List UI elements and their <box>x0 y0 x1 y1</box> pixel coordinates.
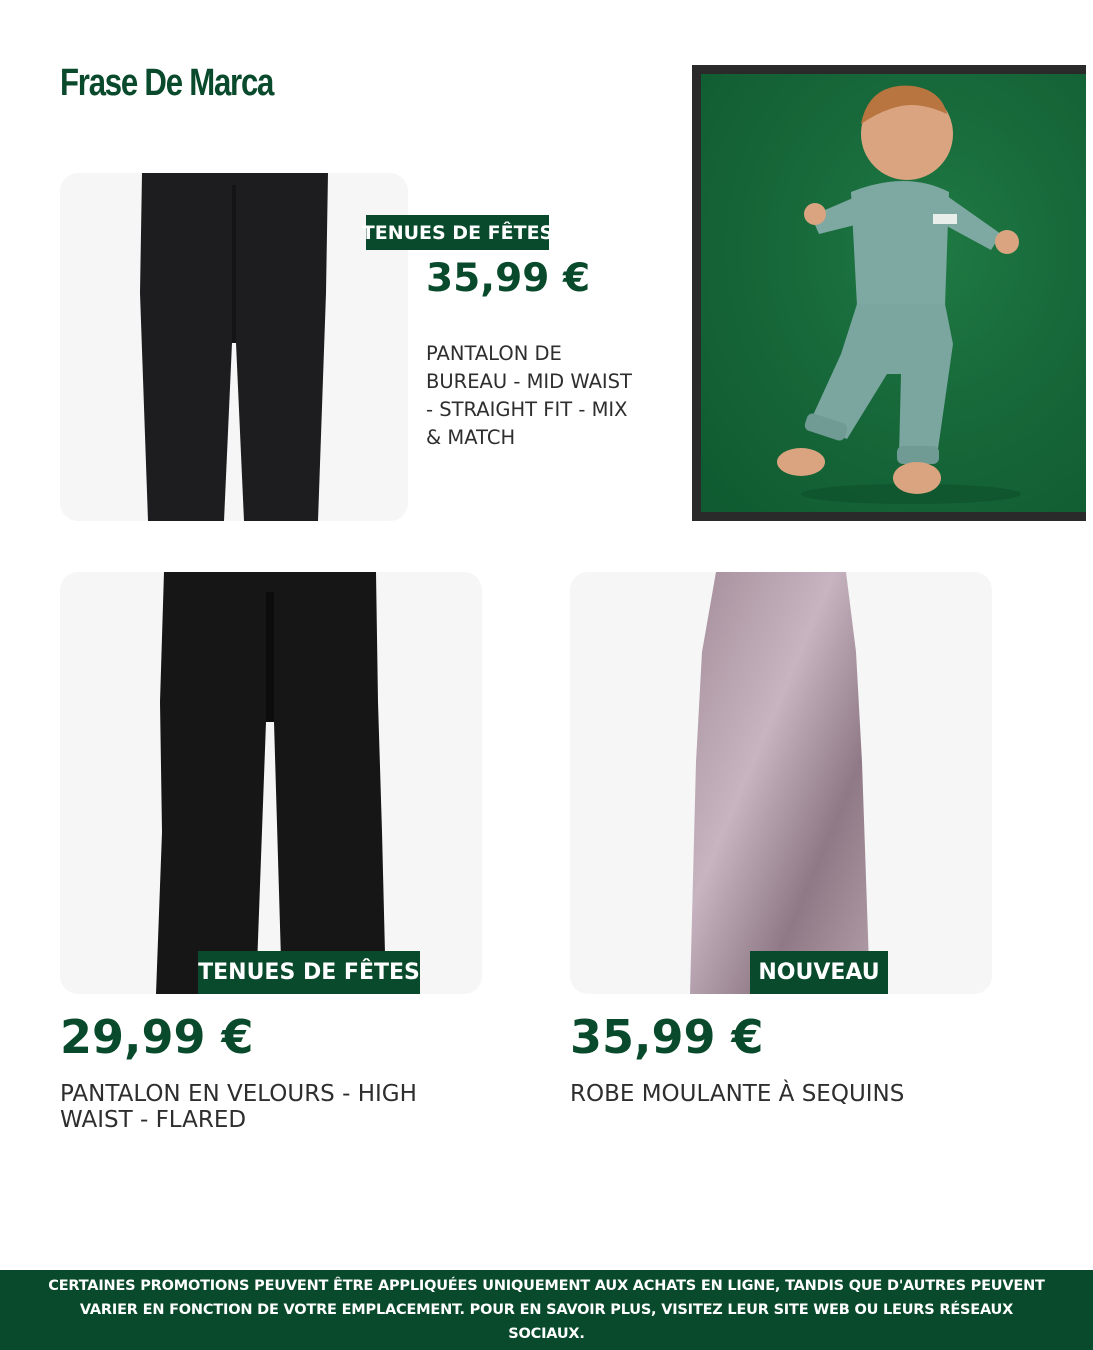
product-image-sequin-dress[interactable] <box>570 572 992 994</box>
product-badge: TENUES DE FÊTES <box>198 951 420 994</box>
product-price: 35,99 € <box>570 1010 764 1064</box>
product-title[interactable]: PANTALON DE BUREAU - MID WAIST - STRAIGHT FIT - MIX & MATCH <box>426 342 632 449</box>
trousers-image <box>60 173 408 521</box>
baby-photo <box>701 74 1086 512</box>
footer-disclaimer: CERTAINES PROMOTIONS PEUVENT ÊTRE APPLIQUÉES UNIQUEMENT AUX ACHATS EN LIGNE, TANDIS QUE D'AUTRES PEUVENT VARIER EN FONCTION DE VOTRE EMPLACEMENT. POUR EN SAVOIR PLUS, VISITEZ LEUR SITE WEB OU LEURS RÉSEAUX SOCIAUX. <box>0 1270 1093 1350</box>
product-image-office-trousers[interactable] <box>60 173 408 521</box>
product-image-velvet-trousers[interactable] <box>60 572 482 994</box>
brand-title: Frase De Marca <box>60 62 274 104</box>
product-badge: NOUVEAU <box>750 951 888 994</box>
sequin-dress-image <box>570 572 992 994</box>
product-title[interactable]: PANTALON EN VELOURS - HIGH WAIST - FLARED <box>60 1081 417 1133</box>
product-badge: TENUES DE FÊTES <box>366 215 549 250</box>
product-title[interactable]: ROBE MOULANTE À SEQUINS <box>570 1081 905 1107</box>
baby-illustration <box>701 74 1086 512</box>
product-price: 29,99 € <box>60 1010 254 1064</box>
velvet-trousers-image <box>60 572 482 994</box>
hero-photo-frame <box>692 65 1086 521</box>
product-price: 35,99 € <box>426 256 591 301</box>
